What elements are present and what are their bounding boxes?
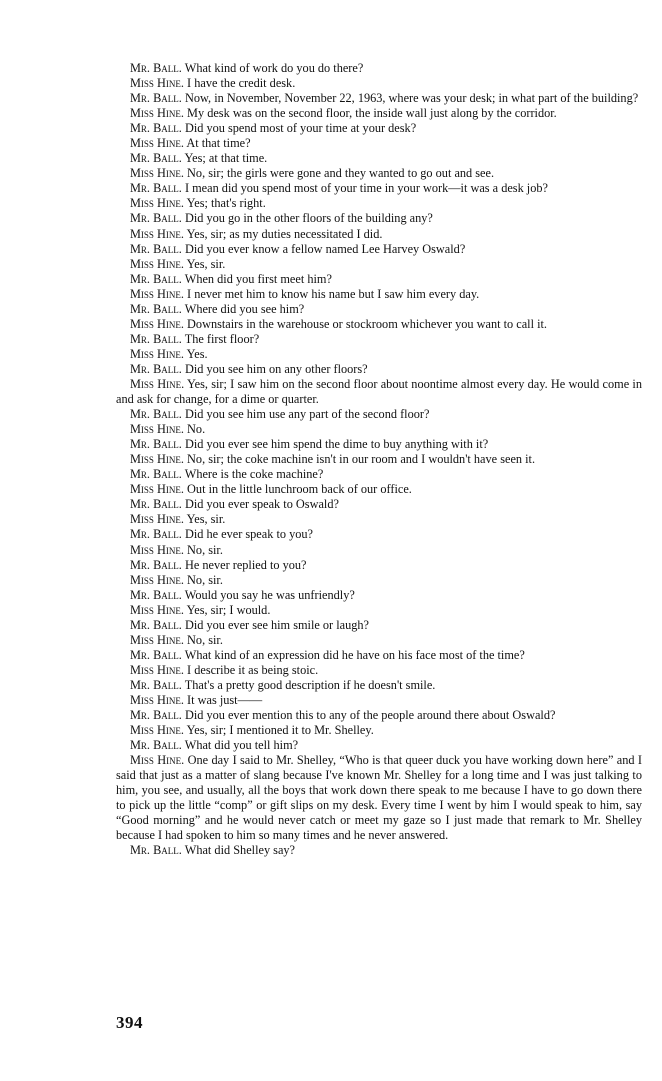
testimony-paragraph [116, 452, 642, 467]
testimony-paragraph [116, 543, 642, 558]
speaker-label: Miss Hine. [130, 452, 184, 467]
speech-text: My desk was on the second floor, the inside wall just along by the corridor. [187, 106, 557, 121]
speech-text: Did you ever know a fellow named Lee Harvey Oswald? [184, 241, 466, 256]
speaker-label: Mr. Ball. [130, 271, 182, 286]
speech-text: What kind of an expression did he have on his face most of the time? [184, 647, 525, 662]
speaker-label: Miss Hine. [130, 316, 184, 331]
speaker-label: Mr. Ball. [130, 361, 182, 376]
speech-text: Did you ever speak to Oswald? [184, 497, 339, 512]
testimony-paragraph [116, 166, 642, 181]
testimony-paragraph [116, 633, 642, 648]
speaker-label: Miss Hine. [130, 106, 184, 121]
speech-text: Did you spend most of your time at your desk? [184, 121, 417, 136]
speaker-label: Mr. Ball. [130, 677, 182, 692]
testimony-paragraph [116, 512, 642, 527]
speech-text: Did you see him on any other floors? [184, 361, 368, 376]
speaker-label: Miss Hine. [130, 632, 184, 647]
speaker-label: Mr. Ball. [130, 843, 182, 858]
speech-text: He never replied to you? [184, 557, 307, 572]
speaker-label: Mr. Ball. [130, 708, 182, 723]
testimony-paragraph [116, 61, 642, 76]
speech-text: No, sir; the coke machine isn't in our room and I wouldn't have seen it. [187, 452, 536, 467]
testimony-paragraph [116, 302, 642, 317]
testimony-paragraph [116, 151, 642, 166]
testimony-paragraph [116, 663, 642, 678]
speech-text: Where is the coke machine? [184, 467, 324, 482]
speech-text: Where did you see him? [184, 301, 305, 316]
testimony-paragraph [116, 708, 642, 723]
speech-text: Did you ever see him spend the dime to buy anything with it? [184, 437, 489, 452]
speaker-label: Miss Hine. [130, 662, 184, 677]
speech-text: Did you see him use any part of the second floor? [184, 407, 430, 422]
speech-text: At that time? [186, 136, 251, 151]
speaker-label: Miss Hine. [130, 346, 184, 361]
testimony-paragraph [116, 211, 642, 226]
testimony-paragraph [116, 753, 642, 843]
testimony-paragraph [116, 347, 642, 362]
speaker-label: Mr. Ball. [130, 301, 182, 316]
testimony-paragraph [116, 527, 642, 542]
speech-text: Yes, sir. [186, 256, 226, 271]
speech-text: Did you ever see him smile or laugh? [184, 617, 370, 632]
testimony-paragraph [116, 693, 642, 708]
testimony-paragraph [116, 242, 642, 257]
speaker-label: Miss Hine. [130, 76, 184, 91]
speaker-label: Miss Hine. [130, 256, 184, 271]
speaker-label: Miss Hine. [130, 512, 184, 527]
testimony-paragraph [116, 181, 642, 196]
speaker-label: Miss Hine. [130, 422, 184, 437]
testimony-paragraph [116, 723, 642, 738]
speech-text: Did you ever mention this to any of the people around there about Oswald? [184, 708, 556, 723]
speech-text: I never met him to know his name but I saw him every day. [187, 286, 480, 301]
speaker-label: Miss Hine. [130, 286, 184, 301]
speaker-label: Mr. Ball. [130, 587, 182, 602]
speech-text: Yes. [186, 346, 208, 361]
speech-text: No, sir. [187, 572, 223, 587]
testimony-paragraph [116, 618, 642, 633]
testimony-paragraph [116, 738, 642, 753]
speaker-label: Miss Hine. [130, 572, 184, 587]
testimony-paragraph [116, 76, 642, 91]
speech-text: No, sir. [187, 542, 223, 557]
testimony-paragraph [116, 482, 642, 497]
speech-text: Did he ever speak to you? [184, 527, 313, 542]
speech-text: What did you tell him? [184, 738, 299, 753]
speech-text: Yes, sir. [186, 512, 226, 527]
testimony-paragraph [116, 272, 642, 287]
speaker-label: Mr. Ball. [130, 241, 182, 256]
speaker-label: Mr. Ball. [130, 331, 182, 346]
speaker-label: Mr. Ball. [130, 407, 182, 422]
testimony-paragraph [116, 362, 642, 377]
speaker-label: Miss Hine. [130, 166, 184, 181]
speech-text: Downstairs in the warehouse or stockroom whichever you want to call it. [187, 316, 547, 331]
testimony-paragraph [116, 196, 642, 211]
speaker-label: Miss Hine. [130, 482, 184, 497]
speech-text: Yes, sir; I would. [186, 602, 271, 617]
speaker-label: Mr. Ball. [130, 91, 182, 106]
testimony-paragraph [116, 573, 642, 588]
testimony-paragraph [116, 332, 642, 347]
speaker-label: Miss Hine. [130, 723, 184, 738]
testimony-paragraph [116, 558, 642, 573]
speech-text: Yes, sir; I saw him on the second floor about noontime almost every day. He would come in and ask for change, for a dime or quarter. [116, 376, 642, 407]
speaker-label: Miss Hine. [130, 542, 184, 557]
speech-text: What did Shelley say? [184, 843, 296, 858]
speaker-label: Mr. Ball. [130, 617, 182, 632]
speaker-label: Mr. Ball. [130, 61, 182, 75]
speech-text: The first floor? [184, 331, 260, 346]
speaker-label: Mr. Ball. [130, 121, 182, 136]
speaker-label: Miss Hine. [130, 753, 185, 768]
speech-text: Yes; at that time. [184, 151, 268, 166]
speaker-label: Mr. Ball. [130, 527, 182, 542]
speech-text: Yes, sir; I mentioned it to Mr. Shelley. [186, 723, 374, 738]
speaker-label: Mr. Ball. [130, 151, 182, 166]
testimony-paragraph [116, 257, 642, 272]
testimony-paragraph [116, 437, 642, 452]
speech-text: Now, in November, November 22, 1963, where was your desk; in what part of the building? [184, 91, 639, 106]
testimony-paragraph [116, 422, 642, 437]
transcript-page [116, 61, 642, 858]
testimony-paragraph [116, 227, 642, 242]
testimony-paragraph [116, 603, 642, 618]
testimony-paragraph [116, 467, 642, 482]
testimony-paragraph [116, 287, 642, 302]
speaker-label: Mr. Ball. [130, 181, 182, 196]
testimony-paragraph [116, 106, 642, 121]
testimony-paragraph [116, 843, 642, 858]
testimony-paragraph [116, 317, 642, 332]
speech-text: What kind of work do you do there? [184, 61, 364, 75]
page-number: 394 [116, 1013, 143, 1032]
speech-text: Out in the little lunchroom back of our office. [187, 482, 412, 497]
speaker-label: Miss Hine. [130, 602, 184, 617]
testimony-paragraph [116, 377, 642, 407]
testimony-paragraph [116, 648, 642, 663]
speaker-label: Mr. Ball. [130, 647, 182, 662]
testimony-paragraph [116, 121, 642, 136]
speaker-label: Mr. Ball. [130, 437, 182, 452]
speaker-label: Miss Hine. [130, 692, 184, 707]
speech-text: Yes; that's right. [186, 196, 266, 211]
speaker-label: Mr. Ball. [130, 467, 182, 482]
speech-text: No, sir; the girls were gone and they wanted to go out and see. [187, 166, 495, 181]
testimony-paragraph [116, 91, 642, 106]
speech-text: One day I said to Mr. Shelley, “Who is that queer duck you have working down here” and I said that just as a matter of slang because I've known Mr. Shelley for a long time and I was just talking to him, you see, and usually, all the boys that work down there speak to me because I have to go down there to pick up the little “comp” or gift slips on my desk. Every time I went by him I would speak to him, say “Good morning” and he would never catch or meet my gaze so I just made that remark to Mr. Shelley because I had spoken to him so many times and he never answered. [116, 753, 642, 843]
speech-text: No. [187, 422, 206, 437]
testimony-paragraph [116, 678, 642, 693]
speaker-label: Miss Hine. [130, 136, 184, 151]
speech-text: That's a pretty good description if he doesn't smile. [184, 677, 436, 692]
speech-text: I have the credit desk. [187, 76, 296, 91]
speech-text: I describe it as being stoic. [187, 662, 319, 677]
speaker-label: Mr. Ball. [130, 738, 182, 753]
speaker-label: Miss Hine. [130, 226, 184, 241]
testimony-paragraph [116, 588, 642, 603]
speech-text: Would you say he was unfriendly? [184, 587, 355, 602]
speech-text: I mean did you spend most of your time in your work—it was a desk job? [184, 181, 548, 196]
testimony-paragraph [116, 136, 642, 151]
testimony-paragraph [116, 407, 642, 422]
speech-text: Did you go in the other floors of the building any? [184, 211, 433, 226]
speaker-label: Miss Hine. [130, 196, 184, 211]
speaker-label: Miss Hine. [130, 376, 185, 391]
speech-text: When did you first meet him? [184, 271, 332, 286]
speech-text: It was just—— [187, 692, 263, 707]
speech-text: Yes, sir; as my duties necessitated I did. [186, 226, 383, 241]
speaker-label: Mr. Ball. [130, 557, 182, 572]
speech-text: No, sir. [187, 632, 223, 647]
speaker-label: Mr. Ball. [130, 497, 182, 512]
speaker-label: Mr. Ball. [130, 211, 182, 226]
testimony-paragraph [116, 497, 642, 512]
